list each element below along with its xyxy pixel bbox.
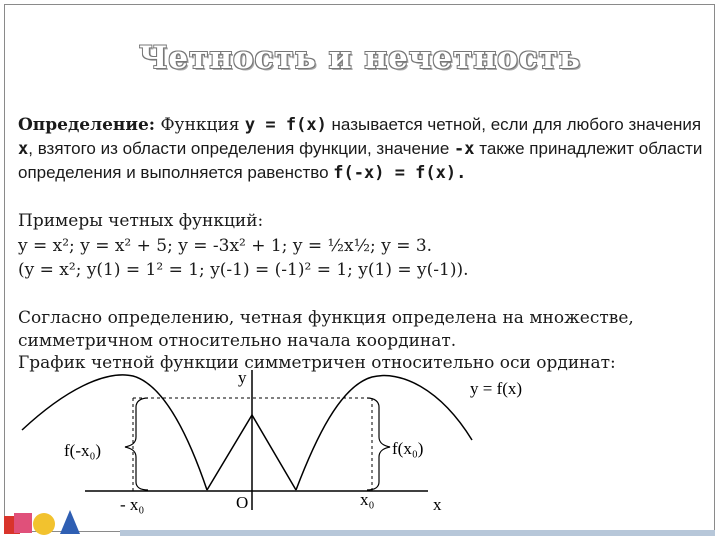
x0-label: x₀ <box>360 490 375 509</box>
examples-line-1: y = x²; y = x² + 5; y = -3x² + 1; y = ½x½; y = 3. <box>18 236 433 256</box>
yellow-sphere-icon <box>33 513 55 535</box>
definition-text-2: называется четной, если для любого значения <box>326 115 702 134</box>
definition-text-4: также принадлежит области определения и выполняется <box>18 139 703 182</box>
curve-right-arch <box>296 376 472 490</box>
formula-even-condition: f(-x) = f(x) <box>333 163 457 183</box>
paragraph-line-3: График четной функции симметричен относительно оси ординат: <box>18 353 616 373</box>
definition-text-6: . <box>456 163 467 183</box>
curve-left-arch <box>22 375 207 490</box>
definition-text-5: равенство <box>247 163 334 182</box>
definition-text-3: , взятого из области определения функции, значение <box>28 139 455 158</box>
function-label: y = f(x) <box>470 379 523 398</box>
right-value-label: f(x₀) <box>392 439 424 458</box>
examples-heading: Примеры четных функций: <box>18 211 264 231</box>
paragraph-line-2: симметричном относительно начала координат. <box>18 331 457 351</box>
formula-neg-x: -x <box>454 139 475 159</box>
left-value-label: f(-x₀) <box>64 441 102 460</box>
definition-label: Определение: <box>18 115 156 135</box>
origin-label: O <box>236 493 249 512</box>
examples-line-2: (y = x²; y(1) = 1² = 1; y(-1) = (-1)² = 1; y(1) = y(-1)). <box>18 260 469 280</box>
neg-x0-label: - x₀ <box>120 495 145 514</box>
pink-cube-icon <box>14 513 32 533</box>
x-axis-label: x <box>433 495 442 514</box>
formula-y-eq-fx: y = f(x) <box>244 115 327 135</box>
definition-text-1: Функция <box>155 115 245 135</box>
blue-pyramid-icon <box>60 510 80 534</box>
right-value-brace <box>367 398 390 490</box>
slide-title: Четность и нечетность <box>139 40 581 76</box>
left-value-brace <box>125 398 148 490</box>
formula-x: x <box>18 139 29 159</box>
y-axis-label: y <box>238 368 247 387</box>
paragraph-line-1: Согласно определению, четная функция определена на множестве, <box>18 308 634 328</box>
bottom-accent-bar <box>120 530 715 536</box>
